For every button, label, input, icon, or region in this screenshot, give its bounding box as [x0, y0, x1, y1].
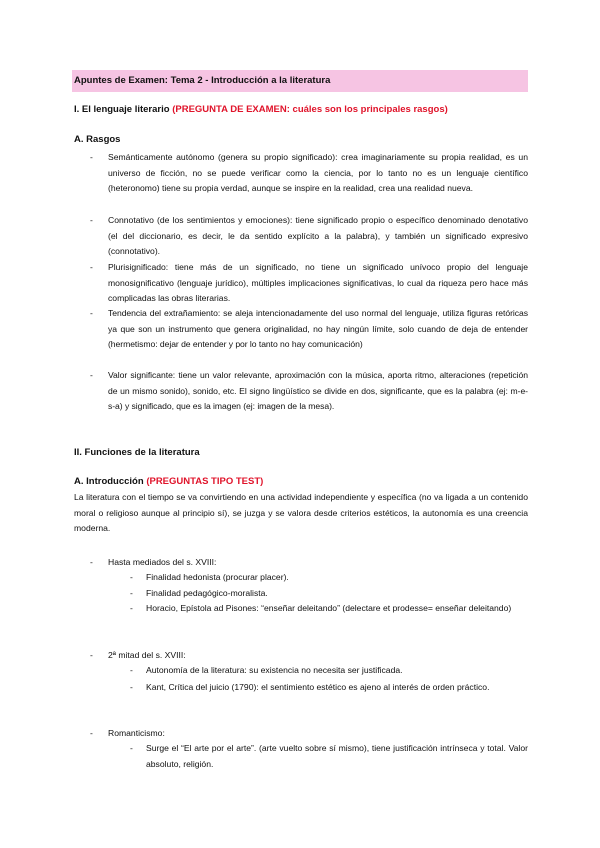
bullet-dash: -: [130, 665, 133, 675]
intro-test-note: (PREGUNTAS TIPO TEST): [146, 476, 264, 487]
section1-exam-note: (PREGUNTA DE EXAMEN: cuáles son los principales rasgos): [172, 104, 448, 115]
list-item-text: Plurisignificado: tiene más de un significado, no tiene un significado unívoco propio del lenguaje monosignificativo (lenguaje jurídico), múltiples implicaciones significativas, lo cual da riqueza pero hace más complicadas las obras literarias.: [108, 262, 528, 304]
bullet-dash: -: [90, 557, 93, 567]
bullet-dash: -: [90, 215, 93, 225]
bullet-dash: -: [90, 370, 93, 380]
bullet-dash: -: [90, 650, 93, 660]
list-item-text: Kant, Crítica del juicio (1790): el sentimiento estético es ajeno al interés de orden práctico.: [146, 682, 490, 692]
intro-heading: A. Introducción: [74, 476, 144, 487]
section1-heading-line: [74, 104, 448, 115]
bullet-dash: -: [130, 682, 133, 692]
list-item-text: Connotativo (de los sentimientos y emociones): tiene significado propio o específico denominado denotativo (el del diccionario, es decir, le da sentido explícito a la palabra), y también un significado expresivo (connotativo).: [108, 215, 528, 257]
period-label: Romanticismo:: [108, 728, 165, 738]
list-item-text: Valor significante: tiene un valor relevante, aproximación con la música, aporta ritmo, alteraciones (repetición de un mismo sonido), sonido, etc. El signo lingüístico se divide en dos, significante, que es la palabra (ej: m-e-s-a) y significado, que es la imagen (ej: imagen de la mesa).: [108, 370, 528, 412]
period-label: 2ª mitad del s. XVIII:: [108, 650, 186, 660]
bullet-dash: -: [90, 262, 93, 272]
list-item-text: Autonomía de la literatura: su existencia no necesita ser justificada.: [146, 665, 403, 675]
bullet-dash: -: [130, 743, 133, 753]
list-item-text: Finalidad hedonista (procurar placer).: [146, 572, 289, 582]
bullet-dash: -: [130, 588, 133, 598]
bullet-dash: -: [90, 728, 93, 738]
bullet-dash: -: [90, 152, 93, 162]
document-title-bar: [72, 70, 528, 92]
list-item-text: Surge el “El arte por el arte”. (arte vuelto sobre sí mismo), tiene justificación intrínseca y total. Valor absoluto, religión.: [146, 743, 528, 769]
list-item-text: Finalidad pedagógico-moralista.: [146, 588, 268, 598]
list-item-text: Horacio, Epístola ad Pisones: “enseñar deleitando” (delectare et prodesse= enseñar deleitando): [146, 603, 512, 613]
bullet-dash: -: [90, 308, 93, 318]
section2-heading: II. Funciones de la literatura: [74, 447, 200, 458]
intro-heading-line: [74, 476, 263, 487]
document-title: Apuntes de Examen: Tema 2 - Introducción a la literatura: [74, 75, 331, 86]
rasgos-heading: A. Rasgos: [74, 134, 121, 145]
bullet-dash: -: [130, 572, 133, 582]
bullet-dash: -: [130, 603, 133, 613]
list-item-text: Tendencia del extrañamiento: se aleja intencionadamente del uso normal del lenguaje, utiliza figuras retóricas ya que son un instrumento que genera originalidad, no hay ningún límite, solo cuando de deja de entender (hermetismo: dejar de entender y por lo tanto no hay comunicación): [108, 308, 528, 350]
section1-heading: I. El lenguaje literario: [74, 104, 170, 115]
list-item-text: Semánticamente autónomo (genera su propio significado): crea imaginariamente su propia realidad, es un universo de ficción, no se puede verificar como la ciencia, por lo tanto no es un lenguaje científico (heteronomo) tiene su propia verdad, aunque se inspire en la realidad, crea una realidad nueva.: [108, 152, 528, 194]
intro-paragraph: La literatura con el tiempo se va convirtiendo en una actividad independiente y específica (no va ligada a un contenido moral o religioso aunque al principio sí), se juzga y se valora desde criterios estéticos, la autonomía es una creencia moderna.: [74, 492, 528, 534]
period-label: Hasta mediados del s. XVIII:: [108, 557, 217, 567]
